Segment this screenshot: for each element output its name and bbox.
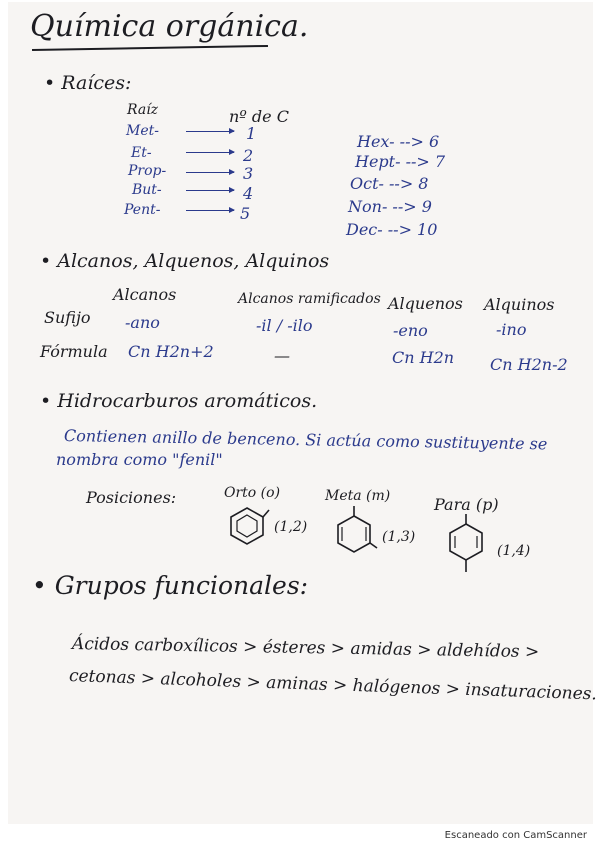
- count-but: 4: [243, 184, 254, 203]
- orto-benzene-ring: [229, 506, 265, 546]
- arrow-but: [186, 190, 234, 191]
- row-formula: Fórmula: [40, 342, 108, 361]
- prefix-prop: Prop-: [128, 163, 167, 179]
- col-ramificados: Alcanos ramificados: [238, 291, 381, 307]
- formula-alquinos: Cn H2n-2: [490, 355, 568, 374]
- raices-header-raiz: Raíz: [127, 102, 159, 118]
- para-benzene-ring: [448, 514, 488, 578]
- sufijo-ramificados: -il / -ilo: [256, 316, 313, 335]
- arrow-prop: [186, 172, 234, 173]
- arrow-pent: [186, 210, 234, 211]
- raices-header-nc: nº de C: [229, 107, 289, 126]
- prefix-et: Et-: [131, 145, 152, 161]
- aromaticos-line2: nombra como "fenil": [56, 450, 223, 469]
- para-label: Para (p): [434, 495, 499, 514]
- prefix-non: Non- --> 9: [348, 197, 432, 216]
- orto-position: (1,2): [274, 519, 308, 535]
- aromaticos-line1: Contienen anillo de benceno. Si actúa como sustituyente se: [63, 426, 548, 454]
- meta-benzene-ring: [336, 506, 376, 560]
- count-prop: 3: [243, 164, 254, 183]
- section-raices-heading: • Raíces:: [44, 72, 132, 94]
- sufijo-alcanos: -ano: [125, 313, 160, 332]
- prefix-dec: Dec- --> 10: [346, 220, 438, 239]
- prefix-hex: Hex- --> 6: [357, 132, 440, 151]
- arrow-et: [186, 152, 234, 153]
- sufijo-alquinos: -ino: [496, 320, 527, 339]
- count-et: 2: [243, 146, 254, 165]
- formula-alquenos: Cn H2n: [392, 348, 455, 367]
- section-alcanos-heading: • Alcanos, Alquenos, Alquinos: [40, 250, 330, 272]
- meta-label: Meta (m): [325, 488, 391, 504]
- arrow-met: [186, 131, 234, 132]
- section-aromaticos-heading: • Hidrocarburos aromáticos.: [40, 390, 318, 412]
- prefix-oct: Oct- --> 8: [350, 174, 429, 193]
- meta-position: (1,3): [382, 529, 416, 545]
- row-sufijo: Sufijo: [44, 308, 91, 327]
- count-pent: 5: [240, 204, 251, 223]
- funcionales-line2: cetonas > alcoholes > aminas > halógenos > insaturaciones.: [68, 666, 598, 705]
- prefix-hept: Hept- --> 7: [355, 152, 446, 171]
- col-alquinos: Alquinos: [484, 295, 555, 314]
- prefix-but: But-: [132, 182, 162, 198]
- col-alcanos: Alcanos: [113, 285, 177, 304]
- count-met: 1: [246, 124, 257, 143]
- section-funcionales-heading: • Grupos funcionales:: [32, 571, 309, 600]
- page-title: Química orgánica.: [30, 9, 309, 44]
- sufijo-alquenos: -eno: [393, 321, 428, 340]
- prefix-met: Met-: [126, 123, 159, 139]
- orto-label: Orto (o): [224, 485, 281, 501]
- camscanner-watermark: Escaneado con CamScanner: [444, 830, 587, 841]
- posiciones-label: Posiciones:: [86, 488, 177, 507]
- para-position: (1,4): [497, 543, 531, 559]
- funcionales-line1: Ácidos carboxílicos > ésteres > amidas > aldehídos >: [71, 634, 540, 663]
- formula-ramificados: —: [274, 346, 290, 365]
- prefix-pent: Pent-: [124, 202, 161, 218]
- col-alquenos: Alquenos: [388, 294, 463, 313]
- formula-alcanos: Cn H2n+2: [128, 342, 214, 361]
